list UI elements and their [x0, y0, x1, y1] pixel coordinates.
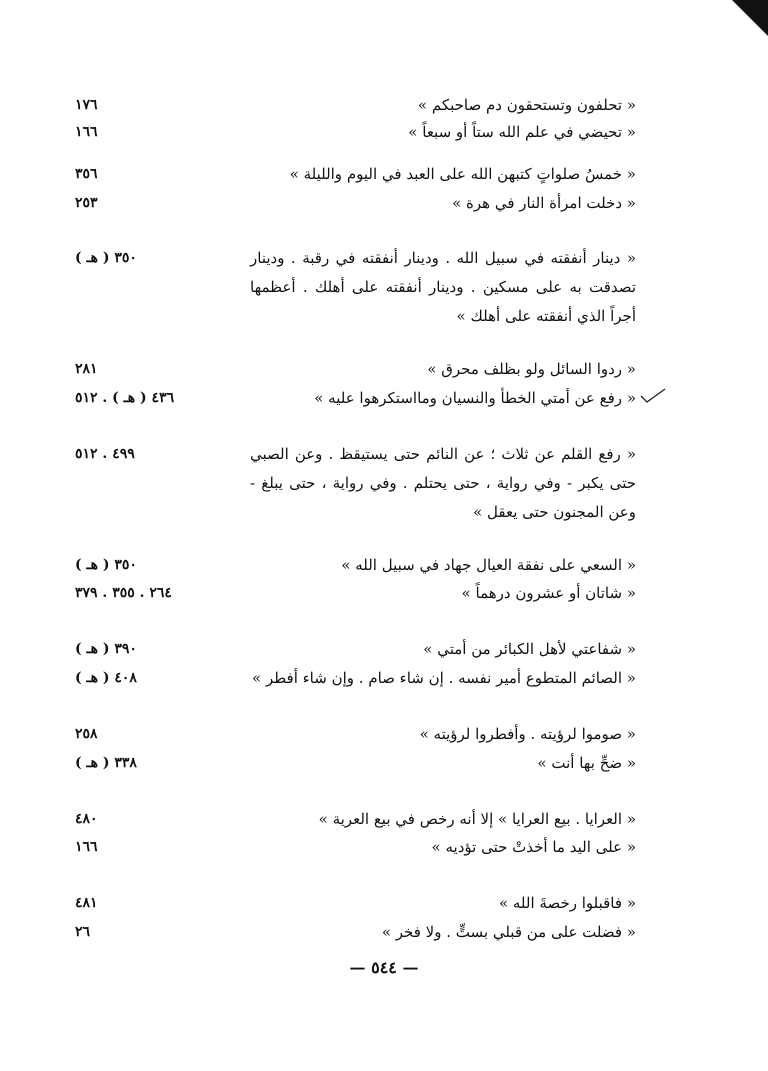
checkmark-icon	[640, 386, 666, 406]
entry-text: « السعي على نفقة العيال جهاد في سبيل الله »	[341, 556, 636, 574]
entry-text: « فضلت على من قبلي بستٍّ . ولا فخر »	[381, 923, 636, 941]
entry-page-ref: ٢٦	[75, 924, 91, 940]
entry-page-ref: ٣٣٨ ( هـ )	[75, 755, 137, 771]
entry-text: « شفاعتي لأهل الكبائر من أمتي »	[423, 640, 636, 658]
entry-page-ref: ٣٥٠ ( هـ )	[75, 250, 137, 266]
entry-text: « شاتان أو عشرون درهماً »	[461, 584, 636, 602]
entry-page-ref: ٢٥٣	[75, 195, 98, 211]
entry-text: « رفع عن أمتي الخطأ والنسيان ومااستكرهوا عليه »	[314, 389, 636, 407]
entry-page-ref: ٤٩٩ . ٥١٢	[75, 446, 135, 462]
entry-text: « خمسُ صلواتٍ كتبهن الله على العبد في اليوم والليلة »	[289, 165, 636, 183]
entry-page-ref: ١٧٦	[75, 97, 98, 113]
entry-page-ref: ٤٨١	[75, 895, 98, 911]
entry-text: « دخلت امرأة النار في هرة »	[452, 194, 636, 212]
entry-text: « تحلفون وتستحقون دم صاحبكم »	[417, 96, 636, 114]
entry-text: « رفع القلم عن ثلاث ؛ عن النائم حتى يستيقظ . وعن الصبي حتى يكبر - وفي رواية ، حتى يحتلم . وفي رواية ، حتى يبلغ - وعن المجنون حتى يعقل »	[250, 445, 636, 521]
entry-text: « تحيضي في علم الله ستاً أو سبعاً »	[408, 123, 636, 141]
entry-page-ref: ٤٣٦ ( هـ ) . ٥١٢	[75, 390, 175, 406]
entry-page-ref: ٣٥٦	[75, 166, 98, 182]
entry-page-ref: ٢٥٨	[75, 726, 98, 742]
entry-page-ref: ٤٠٨ ( هـ )	[75, 670, 137, 686]
entry-text: « ردوا السائل ولو بظلف محرق »	[427, 360, 636, 378]
entry-text: « الصائم المتطوع أمير نفسه . إن شاء صام . وإن شاء أفطر »	[252, 669, 636, 687]
entry-text: « ضحِّ بها أنت »	[537, 754, 636, 772]
entry-text: « على اليد ما أخذتْ حتى تؤديه »	[431, 838, 636, 856]
entry-page-ref: ١٦٦	[75, 124, 98, 140]
entry-page-ref: ١٦٦	[75, 839, 98, 855]
entry-page-ref: ٤٨٠	[75, 811, 98, 827]
page-number: — ٥٤٤ —	[349, 958, 419, 977]
entry-text: « صوموا لرؤيته . وأفطروا لرؤيته »	[419, 725, 636, 743]
entry-text: « فاقبلوا رخصةَ الله »	[498, 894, 636, 912]
entry-text: « دينار أنفقته في سبيل الله . ودينار أنفقته في رقبة . ودينار تصدقت به على مسكين . ودينار أنفقته على أهلك . أعظمها أجراً الذي أنفقته على أهلك »	[250, 249, 636, 325]
entry-page-ref: ٢٦٤ . ٣٥٥ . ٣٧٩	[75, 585, 172, 601]
entry-page-ref: ٢٨١	[75, 361, 98, 377]
entry-page-ref: ٣٩٠ ( هـ )	[75, 641, 137, 657]
entry-page-ref: ٣٥٠ ( هـ )	[75, 557, 137, 573]
entry-text: « العرايا . بيع العرايا » إلا أنه رخص في بيع العرية »	[318, 810, 636, 828]
